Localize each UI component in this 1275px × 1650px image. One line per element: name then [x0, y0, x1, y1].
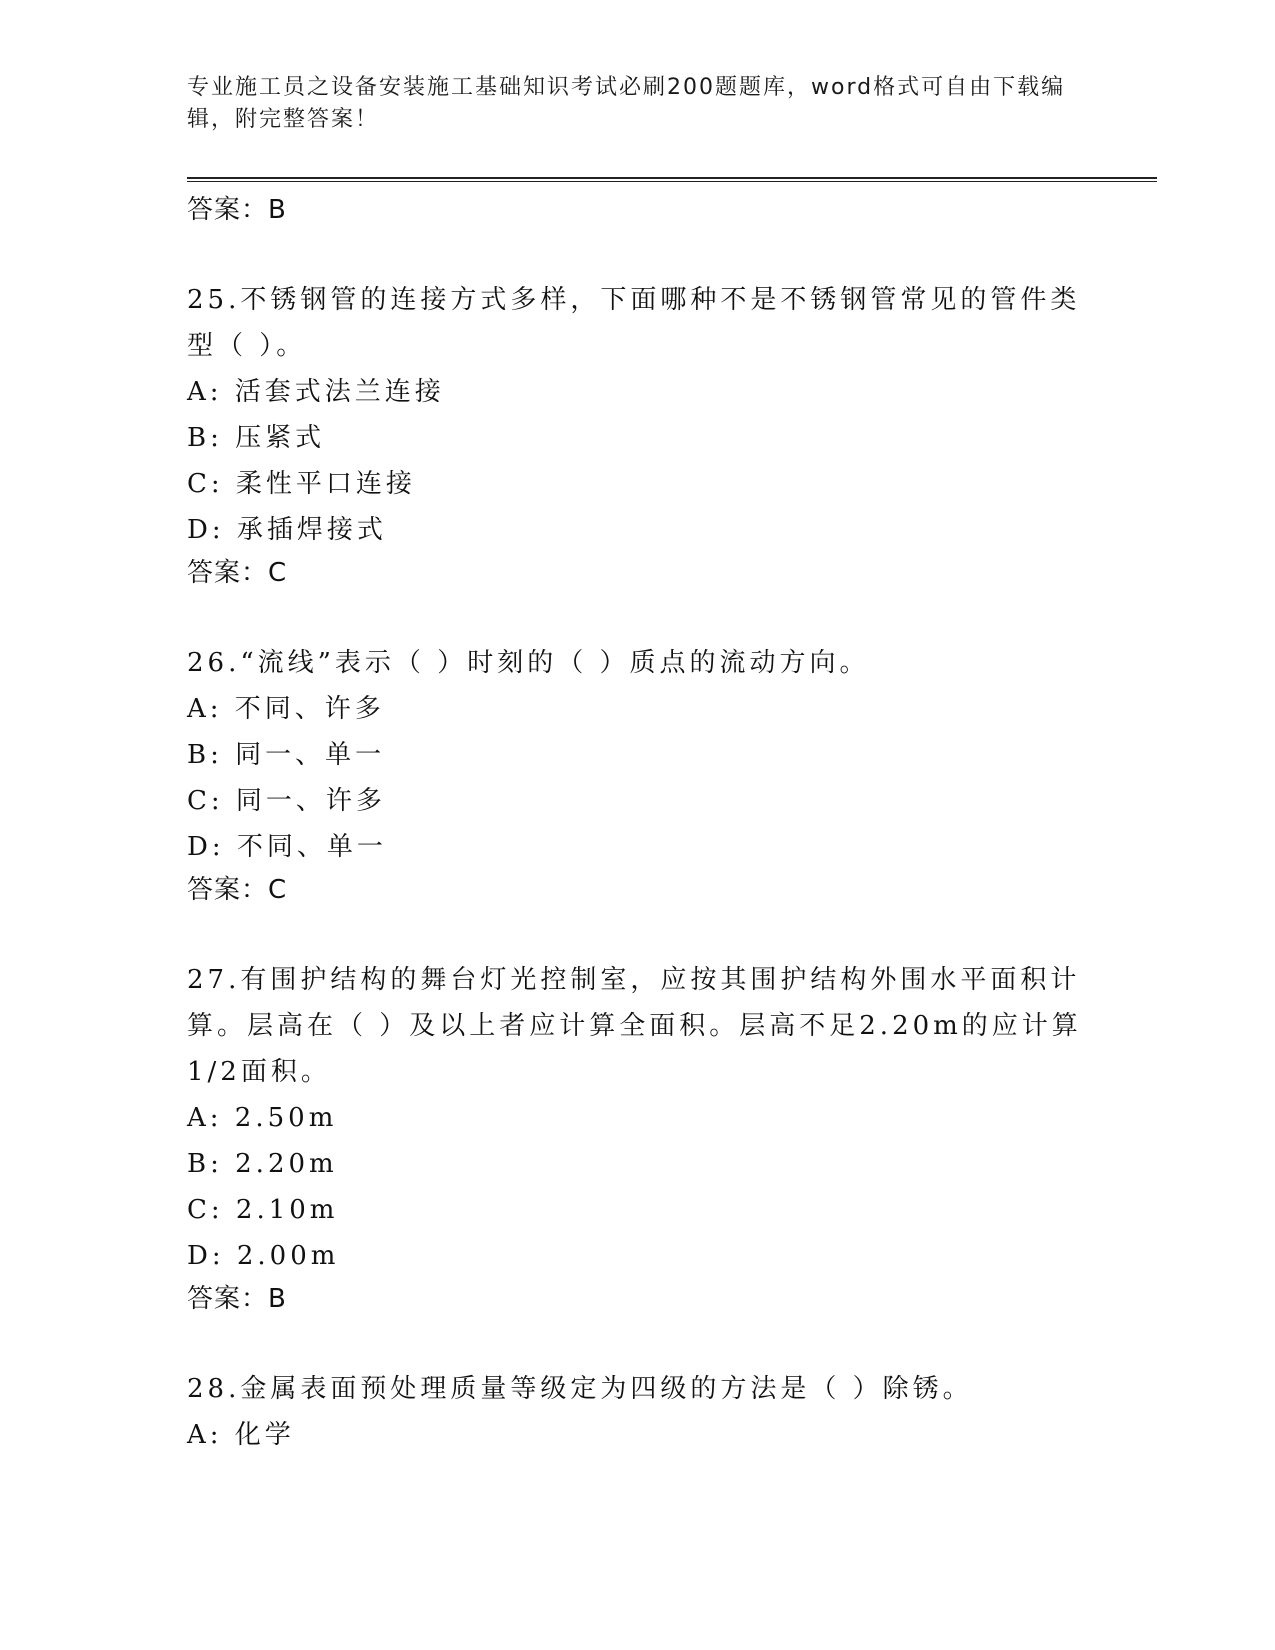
option-c: C: 2.10m	[187, 1195, 339, 1225]
question-text: 26.“流线”表示（ ）时刻的（ ）质点的流动方向。	[187, 648, 870, 678]
spacer	[187, 1319, 1087, 1366]
option-c: C: 同一、许多	[187, 786, 386, 816]
option-d: D: 承插焊接式	[187, 515, 387, 545]
answer-24: 答案：B	[187, 195, 287, 225]
spacer	[187, 910, 1087, 957]
answer: 答案：B	[187, 1284, 287, 1314]
header-divider	[187, 177, 1157, 182]
question-list	[187, 190, 1087, 1458]
option-a: A: 活套式法兰连接	[187, 377, 445, 407]
spacer	[187, 230, 1087, 277]
answer: 答案：C	[187, 558, 288, 588]
option-a: A: 2.50m	[187, 1103, 338, 1133]
option-b: B: 同一、单一	[187, 740, 386, 770]
option-d: D: 不同、单一	[187, 832, 387, 862]
question-26	[187, 640, 1087, 910]
question-text: 28.金属表面预处理质量等级定为四级的方法是（ ）除锈。	[187, 1374, 973, 1404]
question-text: 27.有围护结构的舞台灯光控制室，应按其围护结构外围水平面积计算。层高在（ ）及以上者应计算全面积。层高不足2.20m的应计算1/2面积。	[187, 965, 1082, 1087]
question-28	[187, 1366, 1087, 1458]
option-b: B: 2.20m	[187, 1149, 338, 1179]
option-a: A: 化学	[187, 1420, 295, 1450]
option-a: A: 不同、许多	[187, 694, 385, 724]
spacer	[187, 593, 1087, 640]
answer: 答案：C	[187, 875, 288, 905]
option-b: B: 压紧式	[187, 423, 326, 453]
question-27	[187, 957, 1087, 1319]
option-c: C: 柔性平口连接	[187, 469, 416, 499]
question-25	[187, 277, 1087, 593]
option-d: D: 2.00m	[187, 1241, 340, 1271]
document-header: 专业施工员之设备安装施工基础知识考试必刷200题题库，word格式可自由下载编辑，附完整答案！	[187, 75, 1066, 132]
question-text: 25.不锈钢管的连接方式多样，下面哪种不是不锈钢管常见的管件类型（ ）。	[187, 285, 1081, 361]
